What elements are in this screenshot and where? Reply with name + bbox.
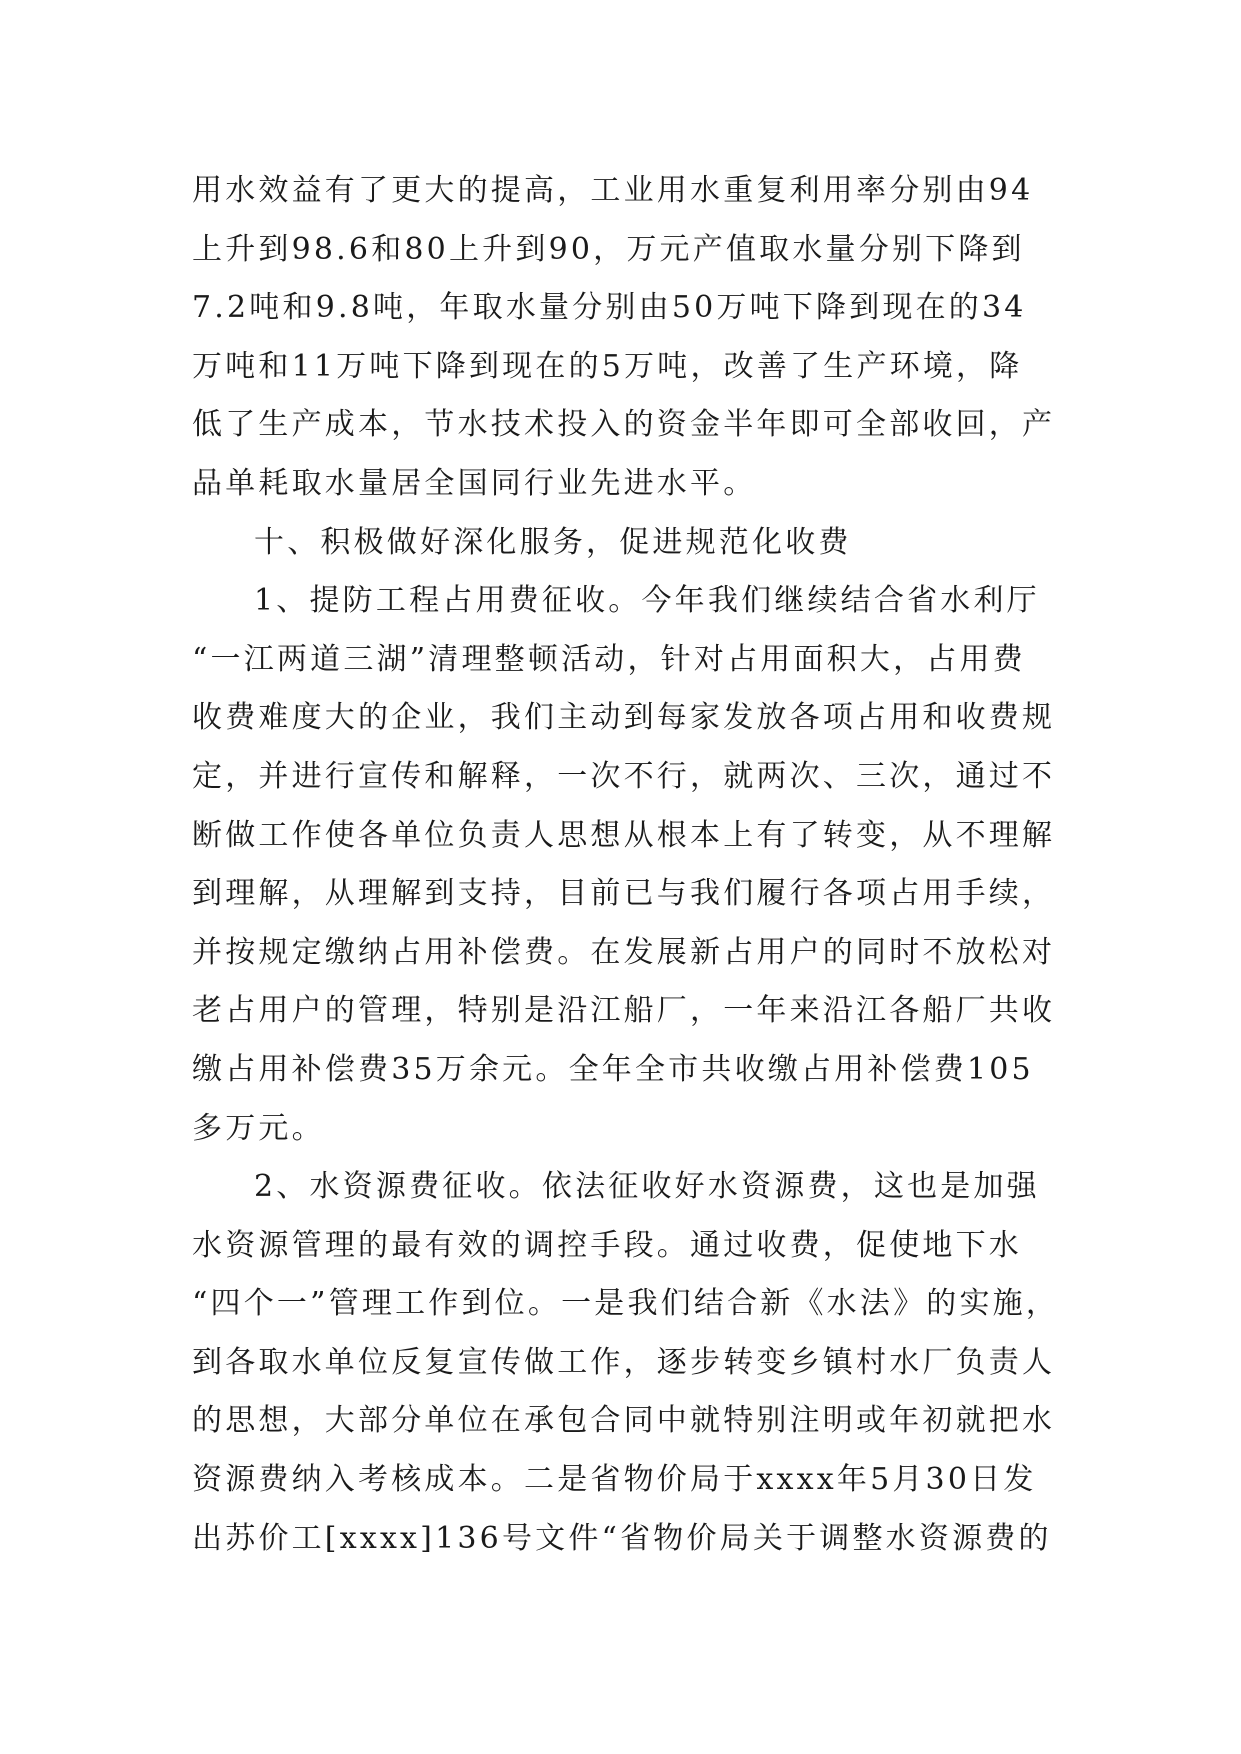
text-line: 到理解，从理解到支持，目前已与我们履行各项占用手续， [192, 876, 1056, 912]
text-line: 的思想，大部分单位在承包合同中就特别注明或年初就把水 [192, 1403, 1056, 1439]
text-line: 定，并进行宣传和解释，一次不行，就两次、三次，通过不 [192, 758, 1056, 794]
text-line: “四个一”管理工作到位。一是我们结合新《水法》的实施， [192, 1286, 1060, 1322]
text-line: 老占用户的管理，特别是沿江船厂，一年来沿江各船厂共收 [192, 993, 1056, 1029]
text-line: 万吨和11万吨下降到现在的5万吨，改善了生产环境，降 [192, 348, 1023, 384]
text-line: 出苏价工[xxxx]136号文件“省物价局关于调整水资源费的 [192, 1520, 1052, 1556]
paragraph-start: 1、提防工程占用费征收。今年我们继续结合省水利厅 [254, 583, 1040, 619]
text-line: 水资源管理的最有效的调控手段。通过收费，促使地下水 [192, 1227, 1022, 1263]
document-body [192, 162, 1062, 1568]
text-line: 到各取水单位反复宣传做工作，逐步转变乡镇村水厂负责人 [192, 1344, 1056, 1380]
paragraph-start: 2、水资源费征收。依法征收好水资源费，这也是加强 [254, 1169, 1040, 1205]
text-line: “一江两道三湖”清理整顿活动，针对占用面积大，占用费 [192, 641, 1026, 677]
text-line: 用水效益有了更大的提高，工业用水重复利用率分别由94 [192, 173, 1034, 208]
section-heading: 十、积极做好深化服务，促进规范化收费 [254, 524, 852, 560]
text-line: 缴占用补偿费35万余元。全年全市共收缴占用补偿费105 [192, 1051, 1034, 1087]
text-line: 收费难度大的企业，我们主动到每家发放各项占用和收费规 [192, 700, 1056, 736]
text-line: 低了生产成本，节水技术投入的资金半年即可全部收回，产 [192, 407, 1056, 443]
text-line: 上升到98.6和80上升到90，万元产值取水量分别下降到 [192, 231, 1025, 267]
text-line: 断做工作使各单位负责人思想从根本上有了转变，从不理解 [192, 817, 1056, 853]
text-line: 并按规定缴纳占用补偿费。在发展新占用户的同时不放松对 [192, 934, 1056, 970]
text-line: 多万元。 [192, 1110, 325, 1146]
text-line: 7.2吨和9.8吨，年取水量分别由50万吨下降到现在的34 [192, 290, 1027, 326]
text-line: 资源费纳入考核成本。二是省物价局于xxxx年5月30日发 [192, 1462, 1037, 1498]
text-line: 品单耗取水量居全国同行业先进水平。 [192, 465, 757, 501]
